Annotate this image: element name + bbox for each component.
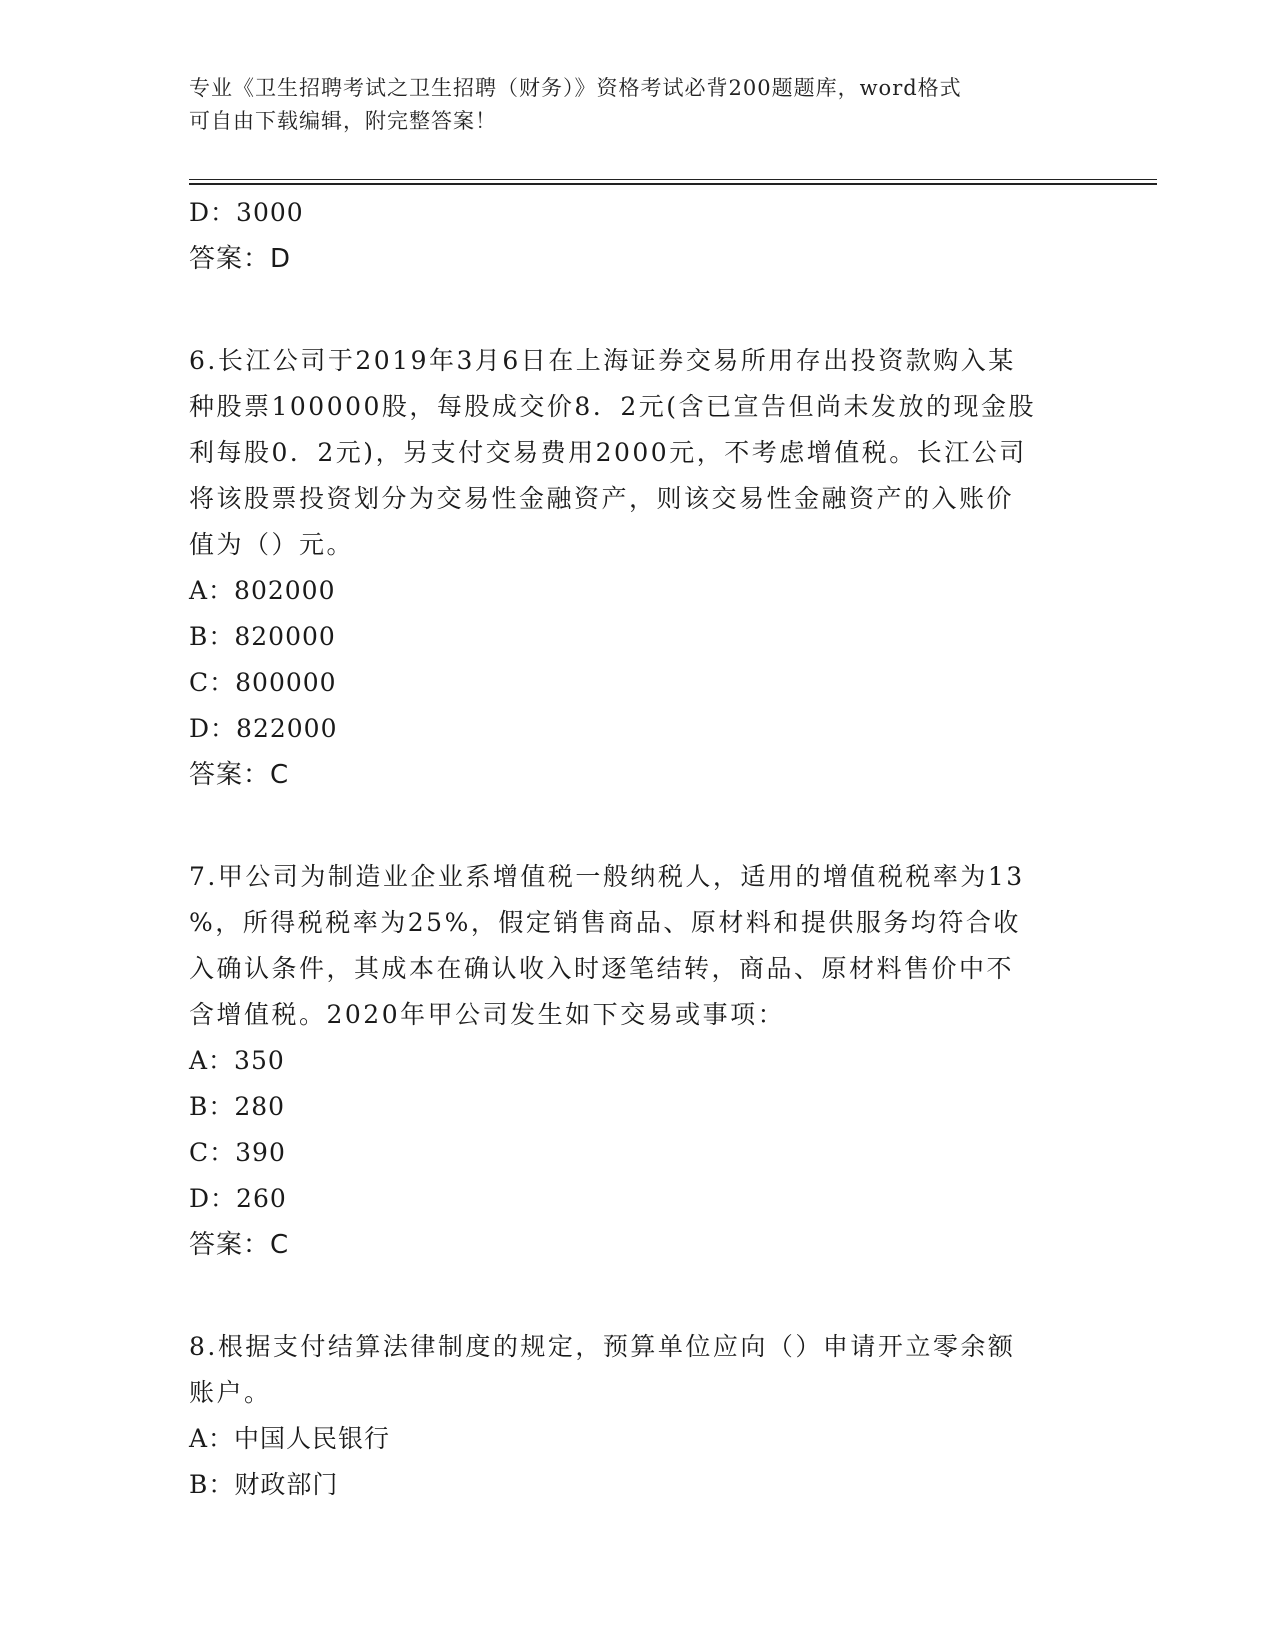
question-line: 账户。 xyxy=(189,1378,272,1407)
option-b: B：820000 xyxy=(189,622,336,651)
option-d: D：260 xyxy=(189,1184,287,1213)
question-text xyxy=(189,338,1089,568)
option-a: A：中国人民银行 xyxy=(189,1424,391,1453)
option-a: A：350 xyxy=(189,1046,285,1075)
option-a: A：802000 xyxy=(189,576,336,605)
question-6 xyxy=(189,338,1089,798)
header-divider-thin xyxy=(189,179,1157,180)
option-d: D：822000 xyxy=(189,714,338,743)
question-7 xyxy=(189,854,1089,1268)
question-line: 将该股票投资划分为交易性金融资产，则该交易性金融资产的入账价 xyxy=(189,484,1015,513)
option-b: B：财政部门 xyxy=(189,1470,339,1499)
question-line: 种股票100000股，每股成交价8．2元(含已宣告但尚未发放的现金股 xyxy=(189,392,1037,421)
answer: 答案：D xyxy=(189,244,292,274)
answer: 答案：C xyxy=(189,760,290,790)
question-line: 值为（）元。 xyxy=(189,530,355,559)
answer: 答案：C xyxy=(189,1230,290,1260)
header-divider-thick xyxy=(189,183,1157,185)
option-c: C：390 xyxy=(189,1138,286,1167)
question-8 xyxy=(189,1324,1089,1508)
header-line-1: 专业《卫生招聘考试之卫生招聘（财务）》资格考试必背200题题库，word格式 xyxy=(189,76,962,100)
question-line: 含增值税。2020年甲公司发生如下交易或事项： xyxy=(189,1000,786,1029)
question-line: 利每股0．2元)，另支付交易费用2000元，不考虑增值税。长江公司 xyxy=(189,438,1027,467)
question-line: %，所得税税率为25%，假定销售商品、原材料和提供服务均符合收 xyxy=(189,908,1021,937)
question-text xyxy=(189,854,1089,1038)
option-c: C：800000 xyxy=(189,668,337,697)
question-line: 7.甲公司为制造业企业系增值税一般纳税人，适用的增值税税率为13 xyxy=(189,862,1025,891)
question-content xyxy=(189,190,1089,1508)
option-b: B：280 xyxy=(189,1092,286,1121)
document-header xyxy=(189,72,1069,138)
previous-question-tail xyxy=(189,190,1089,282)
question-line: 6.长江公司于2019年3月6日在上海证券交易所用存出投资款购入某 xyxy=(189,346,1016,375)
question-text xyxy=(189,1324,1089,1416)
option-d: D：3000 xyxy=(189,198,304,227)
question-line: 8.根据支付结算法律制度的规定，预算单位应向（）申请开立零余额 xyxy=(189,1332,1016,1361)
question-line: 入确认条件，其成本在确认收入时逐笔结转，商品、原材料售价中不 xyxy=(189,954,1015,983)
header-line-2: 可自由下载编辑，附完整答案！ xyxy=(189,109,497,133)
